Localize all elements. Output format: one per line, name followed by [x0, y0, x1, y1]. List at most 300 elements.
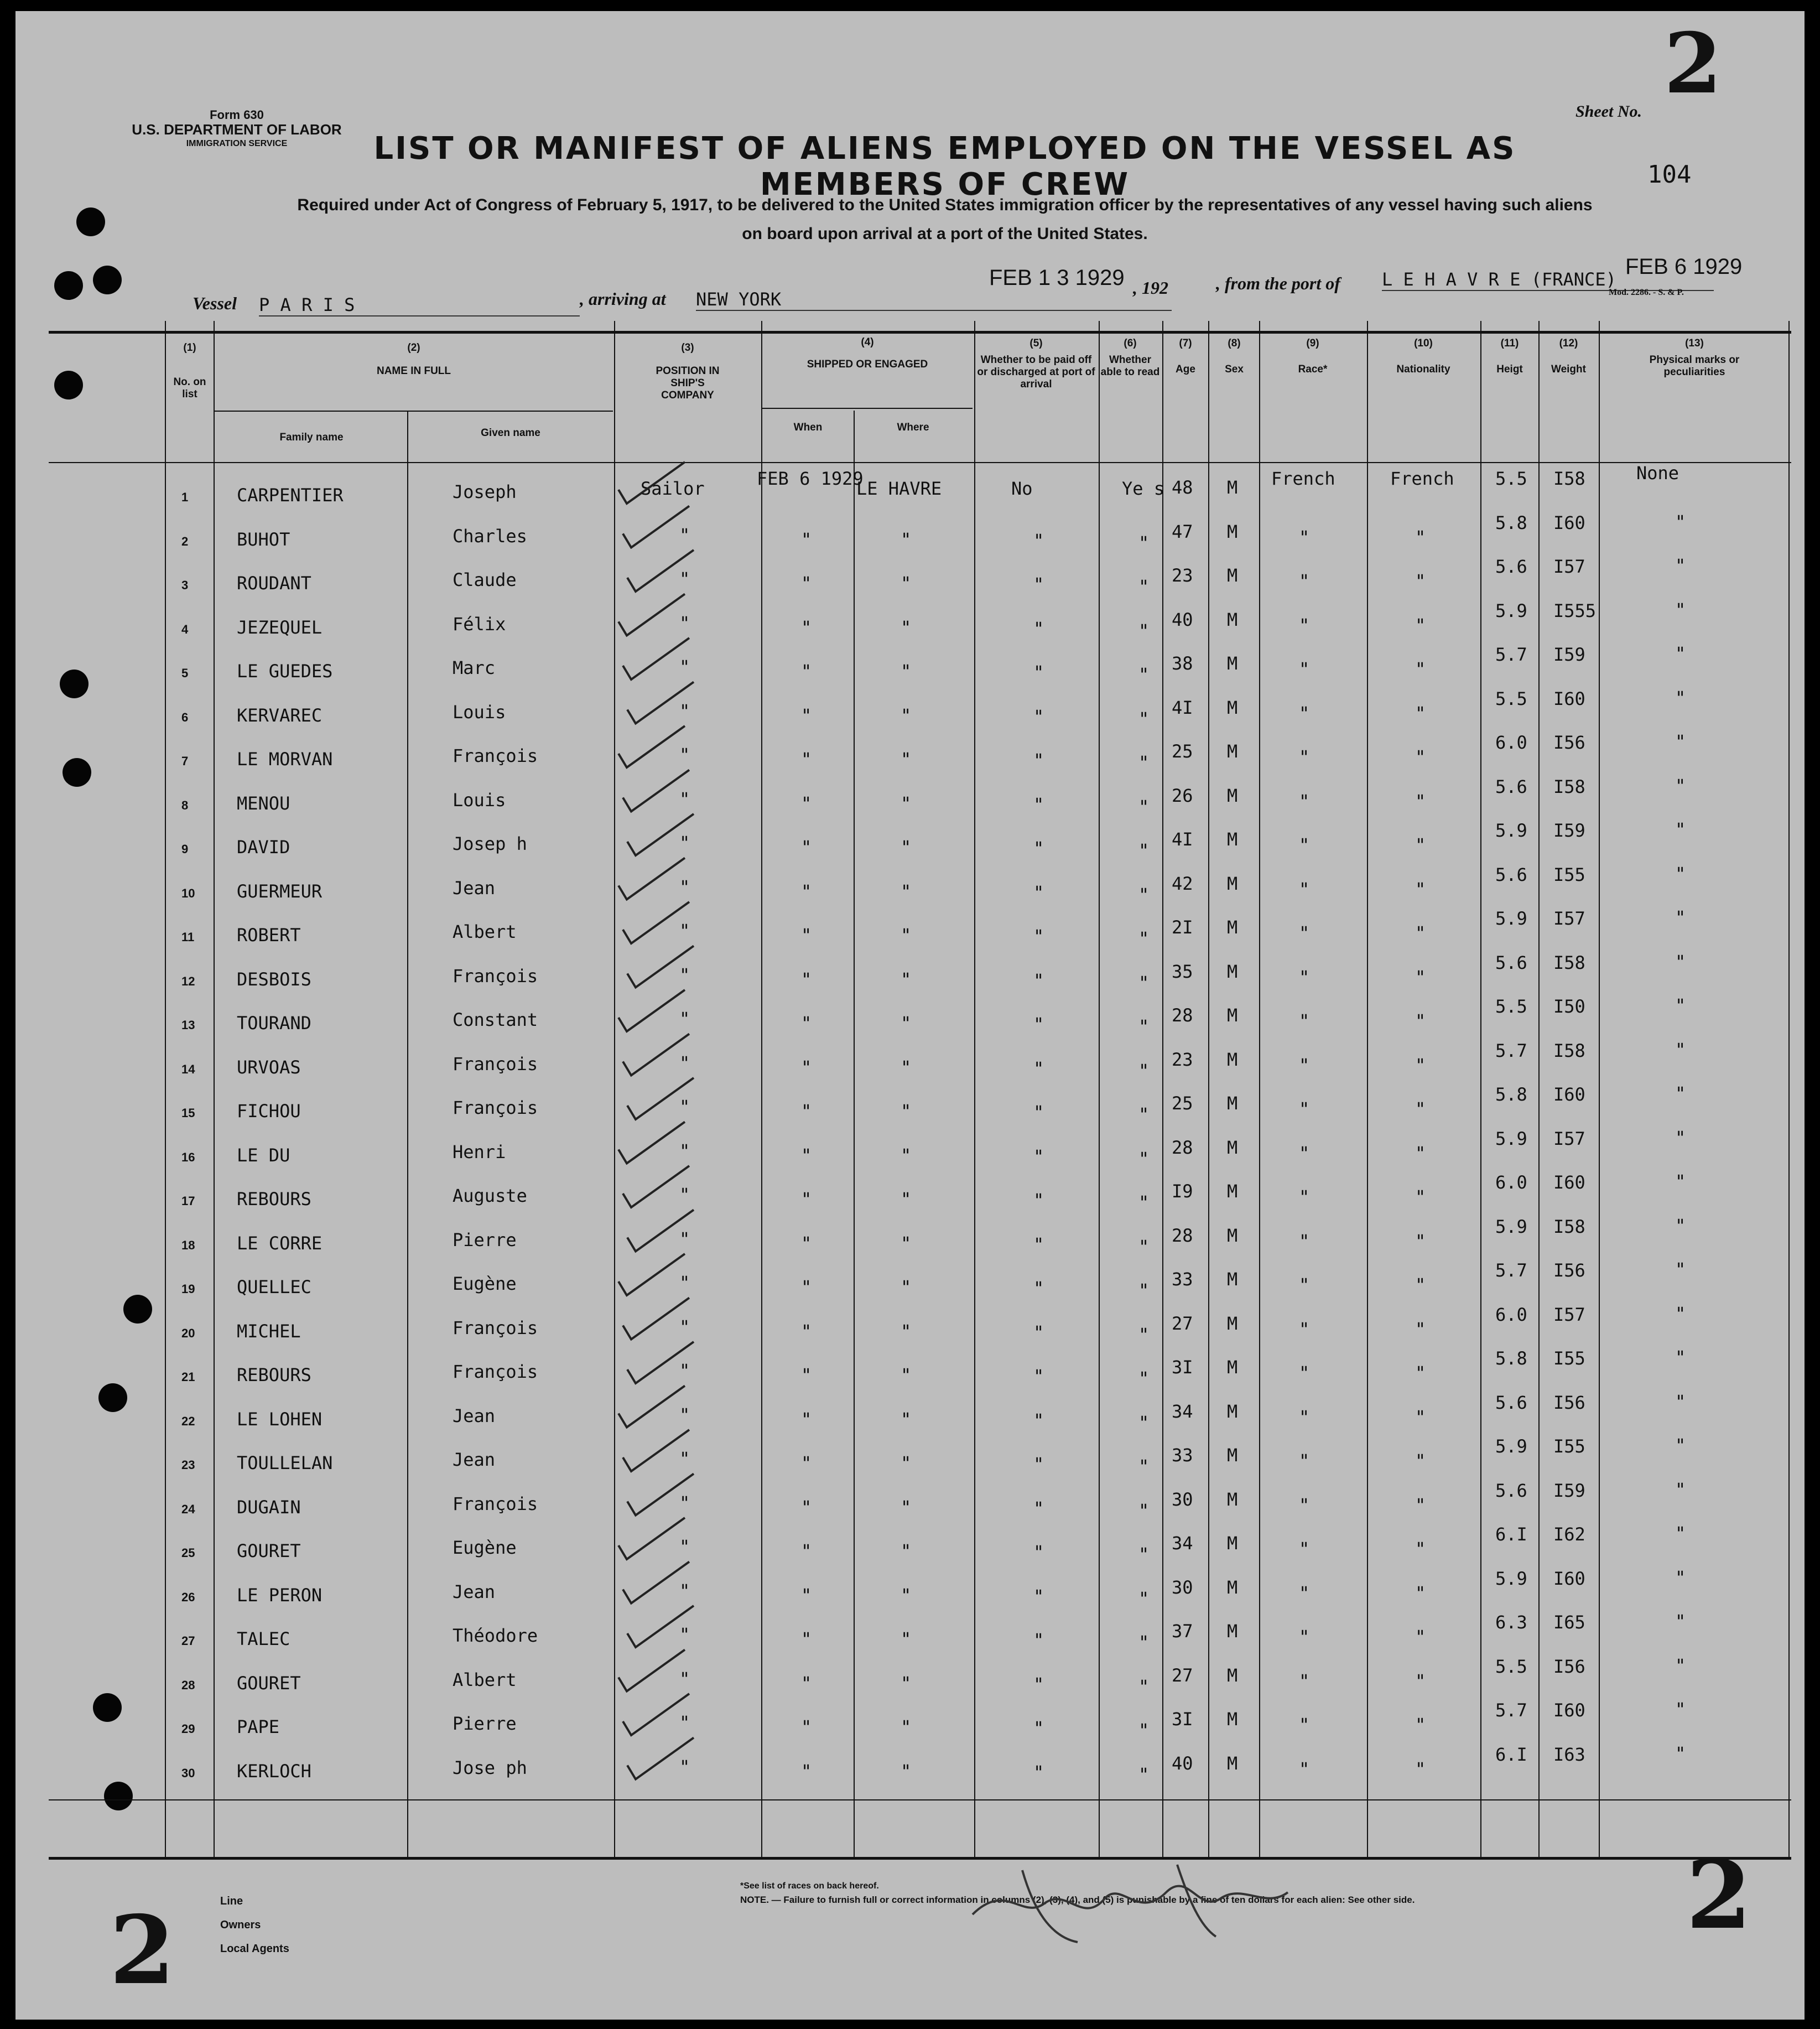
- height: 5.6: [1495, 1480, 1527, 1501]
- family-name: LE DU: [237, 1144, 290, 1166]
- ditto-mark-paid: ": [1033, 1409, 1044, 1431]
- ditto-mark-read: ": [1138, 1236, 1150, 1257]
- sheet-label: Sheet No.: [1575, 102, 1642, 121]
- family-name: JEZEQUEL: [237, 616, 323, 638]
- row-number: 28: [181, 1678, 195, 1692]
- ditto-mark-nat: ": [1415, 1230, 1426, 1252]
- ditto-mark-where: ": [901, 1496, 912, 1518]
- ditto-mark-read: ": [1138, 1104, 1150, 1125]
- row-number: 4: [181, 622, 189, 636]
- ditto-mark-read: ": [1138, 1763, 1150, 1785]
- ditto-mark-where: ": [901, 573, 912, 594]
- ditto-mark-where: ": [901, 792, 912, 814]
- ditto-mark-nat: ": [1415, 746, 1426, 767]
- sex: M: [1227, 961, 1238, 982]
- ditto-mark-pos: ": [679, 1668, 690, 1689]
- ditto-mark-read: ": [1138, 532, 1150, 553]
- age: 4I: [1172, 829, 1193, 850]
- ditto-mark-pos: ": [679, 1272, 690, 1293]
- check-mark: [623, 1166, 689, 1207]
- ditto-mark-nat: ": [1415, 526, 1426, 548]
- family-name: LE PERON: [237, 1584, 323, 1606]
- ditto-mark-pos: ": [679, 1360, 690, 1381]
- row-number: 1: [181, 490, 189, 504]
- age: 30: [1172, 1576, 1193, 1598]
- sex: M: [1227, 1709, 1238, 1730]
- mod-note: Mod. 2286. - S. & P.: [1609, 288, 1684, 297]
- check-mark: [618, 990, 685, 1031]
- col-age-label: Age: [1176, 364, 1195, 375]
- ditto-mark-paid: ": [1033, 1673, 1044, 1695]
- ditto-mark-pos: ": [679, 524, 690, 546]
- ditto-mark-marks: ": [1675, 1039, 1686, 1060]
- col-height-label: Heigt: [1496, 364, 1523, 375]
- ditto-mark-pos: ": [679, 920, 690, 941]
- ditto-mark-nat: ": [1415, 1670, 1426, 1691]
- ditto-mark-nat: ": [1415, 614, 1426, 636]
- ditto-mark-nat: ": [1415, 1362, 1426, 1383]
- ditto-mark-race: ": [1299, 1714, 1310, 1735]
- height: 6.I: [1495, 1524, 1527, 1545]
- nationality: French: [1390, 468, 1454, 489]
- ditto-mark-when: ": [801, 1584, 812, 1606]
- ditto-mark-marks: ": [1675, 1259, 1686, 1280]
- row-number: 5: [181, 666, 189, 680]
- ditto-mark-paid: ": [1033, 1190, 1044, 1211]
- ditto-mark-where: ": [901, 661, 912, 682]
- col-no-label: No. on list: [173, 376, 206, 400]
- ditto-mark-pos: ": [679, 1052, 690, 1073]
- ditto-mark-nat: ": [1415, 658, 1426, 679]
- department: U.S. DEPARTMENT OF LABOR: [132, 121, 342, 138]
- sex: M: [1227, 829, 1238, 850]
- ditto-mark-where: ": [901, 1672, 912, 1694]
- height: 5.5: [1495, 1656, 1527, 1677]
- check-mark: [623, 902, 689, 943]
- sex: M: [1227, 741, 1238, 762]
- row-number: 10: [181, 886, 195, 900]
- col-name-label: NAME IN FULL: [376, 365, 451, 377]
- ditto-mark-paid: ": [1033, 969, 1044, 991]
- family-name: GUERMEUR: [237, 880, 323, 902]
- ditto-mark-marks: ": [1675, 1083, 1686, 1104]
- service: IMMIGRATION SERVICE: [186, 139, 288, 148]
- from-port: L E H A V R E (FRANCE): [1382, 269, 1714, 291]
- ditto-mark-when: ": [801, 1540, 812, 1561]
- check-mark: [618, 462, 685, 504]
- weight: I58: [1553, 952, 1585, 973]
- col-read-num: (6): [1124, 338, 1137, 349]
- age: 48: [1172, 477, 1193, 498]
- col-race-label: Race*: [1298, 364, 1328, 375]
- weight: I59: [1553, 644, 1585, 665]
- age: 38: [1172, 653, 1193, 674]
- paid-off: No: [1011, 478, 1033, 499]
- row-number: 2: [181, 534, 189, 548]
- sex: M: [1227, 477, 1238, 498]
- weight: I56: [1553, 1656, 1585, 1677]
- ditto-mark-race: ": [1299, 570, 1310, 591]
- col-height-num: (11): [1500, 338, 1519, 349]
- age: 4I: [1172, 697, 1193, 718]
- family-name: MENOU: [237, 792, 290, 814]
- given-name: Josep h: [453, 833, 527, 854]
- given-name: Jean: [453, 1405, 496, 1426]
- ditto-mark-read: ": [1138, 1632, 1150, 1653]
- check-mark: [623, 1298, 689, 1340]
- ditto-mark-paid: ": [1033, 1542, 1044, 1563]
- height: 5.9: [1495, 1128, 1527, 1149]
- ditto-mark-marks: ": [1675, 1742, 1686, 1764]
- col-no-num: (1): [183, 342, 196, 354]
- check-mark: [623, 638, 689, 679]
- ditto-mark-where: ": [901, 925, 912, 946]
- ditto-mark-pos: ": [679, 1448, 690, 1469]
- col-marks-label: Physical marks or peculiarities: [1649, 354, 1740, 378]
- age: 33: [1172, 1445, 1193, 1466]
- weight: I60: [1553, 1172, 1585, 1193]
- age: 30: [1172, 1488, 1193, 1510]
- ditto-mark-when: ": [801, 792, 812, 814]
- ditto-mark-pos: ": [679, 832, 690, 853]
- ditto-mark-pos: ": [679, 1624, 690, 1645]
- sex: M: [1227, 1752, 1238, 1774]
- ditto-mark-paid: ": [1033, 793, 1044, 815]
- ditto-mark-paid: ": [1033, 705, 1044, 727]
- ditto-mark-where: ": [901, 1232, 912, 1254]
- ditto-mark-read: ": [1138, 796, 1150, 817]
- given-name: Eugène: [453, 1273, 517, 1294]
- height: 6.I: [1495, 1743, 1527, 1765]
- height: 5.9: [1495, 1216, 1527, 1237]
- ditto-mark-race: ": [1299, 1538, 1310, 1559]
- ditto-mark-when: ": [801, 1013, 812, 1034]
- col-weight-num: (12): [1559, 338, 1578, 349]
- ditto-mark-pos: ": [679, 1712, 690, 1733]
- height: 5.7: [1495, 1700, 1527, 1721]
- check-mark: [627, 550, 694, 591]
- weight: I55: [1553, 864, 1585, 885]
- sex: M: [1227, 609, 1238, 630]
- ditto-mark-marks: ": [1675, 643, 1686, 664]
- ditto-mark-when: ": [801, 968, 812, 990]
- col-shipped-num: (4): [861, 336, 874, 348]
- weight: I56: [1553, 1392, 1585, 1413]
- ditto-mark-nat: ": [1415, 834, 1426, 855]
- height: 5.5: [1495, 688, 1527, 709]
- age: 27: [1172, 1664, 1193, 1686]
- given-name: Constant: [453, 1009, 538, 1030]
- height: 6.3: [1495, 1612, 1527, 1633]
- form-number: Form 630: [210, 108, 264, 122]
- ditto-mark-paid: ": [1033, 838, 1044, 859]
- family-name: KERVAREC: [237, 704, 323, 726]
- sex: M: [1227, 1664, 1238, 1686]
- row-number: 17: [181, 1194, 195, 1208]
- sex: M: [1227, 1049, 1238, 1070]
- row-number: 7: [181, 754, 189, 768]
- ditto-mark-race: ": [1299, 1362, 1310, 1383]
- row-number: 29: [181, 1722, 195, 1736]
- sex: M: [1227, 653, 1238, 674]
- weight: I58: [1553, 468, 1585, 489]
- weight: I555: [1553, 600, 1597, 621]
- weight: I56: [1553, 1260, 1585, 1281]
- check-mark: [618, 1518, 685, 1559]
- row-number: 19: [181, 1282, 195, 1296]
- given-name: Pierre: [453, 1229, 517, 1250]
- ditto-mark-pos: ": [679, 1536, 690, 1557]
- height: 5.6: [1495, 1392, 1527, 1413]
- ditto-mark-race: ": [1299, 922, 1310, 943]
- given-name: Jean: [453, 1449, 496, 1470]
- given-name: Jean: [453, 877, 496, 899]
- departure-date-stamp: FEB 6 1929: [1625, 255, 1743, 279]
- ditto-mark-paid: ": [1033, 574, 1044, 595]
- ditto-mark-when: ": [801, 661, 812, 682]
- ditto-mark-pos: ": [679, 964, 690, 985]
- family-name: KERLOCH: [237, 1760, 311, 1782]
- arriving-label: , arriving at: [580, 289, 666, 309]
- age: 28: [1172, 1224, 1193, 1246]
- ditto-mark-nat: ": [1415, 1274, 1426, 1295]
- ditto-mark-when: ": [801, 704, 812, 726]
- given-name: Louis: [453, 701, 506, 723]
- row-number: 12: [181, 974, 195, 988]
- row-number: 8: [181, 798, 189, 812]
- age: 37: [1172, 1621, 1193, 1642]
- ditto-mark-race: ": [1299, 1582, 1310, 1604]
- age: 27: [1172, 1312, 1193, 1334]
- ditto-mark-paid: ": [1033, 1102, 1044, 1123]
- weight: I60: [1553, 512, 1585, 533]
- ditto-mark-nat: ": [1415, 570, 1426, 591]
- sex: M: [1227, 565, 1238, 586]
- row-number: 16: [181, 1150, 195, 1164]
- height: 5.6: [1495, 776, 1527, 797]
- height: 5.5: [1495, 996, 1527, 1017]
- ditto-mark-when: ": [801, 1144, 812, 1166]
- ditto-mark-race: ": [1299, 1230, 1310, 1252]
- height: 6.0: [1495, 1172, 1527, 1193]
- family-name: LE CORRE: [237, 1232, 323, 1254]
- ditto-mark-nat: ": [1415, 1494, 1426, 1516]
- family-name: DUGAIN: [237, 1496, 301, 1518]
- ditto-mark-nat: ": [1415, 1318, 1426, 1340]
- check-mark: [618, 726, 685, 767]
- ditto-mark-where: ": [901, 1101, 912, 1122]
- family-name: LE LOHEN: [237, 1408, 323, 1430]
- family-name: LE MORVAN: [237, 749, 333, 770]
- ditto-mark-paid: ": [1033, 1233, 1044, 1255]
- ditto-mark-marks: ": [1675, 907, 1686, 928]
- sex: M: [1227, 1400, 1238, 1422]
- check-mark: [618, 1386, 685, 1428]
- col-weight-label: Weight: [1551, 364, 1586, 375]
- ditto-mark-read: ": [1138, 1412, 1150, 1433]
- family-name: ROUDANT: [237, 573, 311, 594]
- ditto-mark-race: ": [1299, 834, 1310, 855]
- given-name: Claude: [453, 569, 517, 590]
- ditto-mark-marks: ": [1675, 1127, 1686, 1148]
- ditto-mark-nat: ": [1415, 1758, 1426, 1779]
- ditto-mark-marks: ": [1675, 687, 1686, 708]
- ditto-mark-pos: ": [679, 568, 690, 589]
- weight: I57: [1553, 1304, 1585, 1325]
- ditto-mark-race: ": [1299, 1626, 1310, 1647]
- sex: M: [1227, 1533, 1238, 1554]
- ditto-mark-read: ": [1138, 1324, 1150, 1345]
- sex: M: [1227, 1488, 1238, 1510]
- ditto-mark-pos: ": [679, 656, 690, 677]
- weight: I57: [1553, 556, 1585, 577]
- ditto-mark-nat: ": [1415, 1538, 1426, 1559]
- ditto-mark-marks: ": [1675, 1435, 1686, 1456]
- row-number: 20: [181, 1326, 195, 1340]
- ditto-mark-race: ": [1299, 658, 1310, 679]
- ditto-mark-where: ": [901, 1628, 912, 1649]
- ditto-mark-marks: ": [1675, 1390, 1686, 1412]
- ditto-mark-when: ": [801, 837, 812, 858]
- ditto-mark-marks: ": [1675, 1171, 1686, 1192]
- row-number: 30: [181, 1766, 195, 1780]
- sex: M: [1227, 785, 1238, 806]
- weight: I60: [1553, 688, 1585, 709]
- height: 5.8: [1495, 1084, 1527, 1105]
- given-name: Eugène: [453, 1537, 517, 1558]
- position: Sailor: [641, 478, 705, 499]
- sex: M: [1227, 1312, 1238, 1334]
- document-title: LIST OR MANIFEST OF ALIENS EMPLOYED ON THE VESSEL AS MEMBERS OF CREW: [373, 131, 1516, 203]
- ditto-mark-where: ": [901, 837, 912, 858]
- ditto-mark-pos: ": [679, 1316, 690, 1337]
- check-mark: [627, 1078, 694, 1119]
- check-mark: [627, 1474, 694, 1516]
- family-name: TOULLELAN: [237, 1452, 333, 1473]
- ditto-mark-where: ": [901, 1056, 912, 1078]
- family-name: REBOURS: [237, 1189, 311, 1210]
- ditto-mark-where: ": [901, 1452, 912, 1473]
- ditto-mark-when: ": [801, 1672, 812, 1694]
- ditto-mark-where: ": [901, 1584, 912, 1606]
- ditto-mark-paid: ": [1033, 1366, 1044, 1387]
- ditto-mark-pos: ": [679, 1140, 690, 1161]
- age: 40: [1172, 609, 1193, 630]
- ditto-mark-nat: ": [1415, 1406, 1426, 1428]
- check-mark: [623, 1034, 689, 1076]
- ditto-mark-marks: ": [1675, 951, 1686, 972]
- ditto-mark-read: ": [1138, 840, 1150, 861]
- ditto-mark-pos: ": [679, 1096, 690, 1117]
- age: 3I: [1172, 1357, 1193, 1378]
- ditto-mark-marks: ": [1675, 1215, 1686, 1236]
- family-name: GOURET: [237, 1540, 301, 1561]
- ditto-mark-nat: ": [1415, 1186, 1426, 1207]
- family-name: FICHOU: [237, 1101, 301, 1122]
- ditto-mark-read: ": [1138, 972, 1150, 993]
- ditto-mark-marks: ": [1675, 1654, 1686, 1676]
- ditto-mark-where: ": [901, 749, 912, 770]
- weight: I50: [1553, 996, 1585, 1017]
- subtitle-line-1: Required under Act of Congress of February 5, 1917, to be delivered to the United States immigration officer by the representatives of any vessel having such aliens: [297, 196, 1593, 214]
- family-name: REBOURS: [237, 1364, 311, 1385]
- sex: M: [1227, 1357, 1238, 1378]
- ditto-mark-read: ": [1138, 1720, 1150, 1741]
- height: 5.7: [1495, 1040, 1527, 1061]
- ditto-mark-where: ": [901, 1364, 912, 1385]
- weight: I57: [1553, 1128, 1585, 1149]
- ditto-mark-read: ": [1138, 1192, 1150, 1213]
- ditto-mark-race: ": [1299, 1494, 1310, 1516]
- penalty-note: NOTE. — Failure to furnish full or correct information in columns (2), (3), (4), and (5) is punishable by a fine of ten dollars for each alien: See other side.: [740, 1895, 1415, 1905]
- vessel-name: P A R I S: [259, 294, 580, 316]
- ditto-mark-marks: ": [1675, 1302, 1686, 1324]
- ditto-mark-read: ": [1138, 1280, 1150, 1301]
- col-nationality-label: Nationality: [1396, 364, 1450, 375]
- weight: I63: [1553, 1743, 1585, 1765]
- ditto-mark-paid: ": [1033, 1014, 1044, 1035]
- height: 5.9: [1495, 1568, 1527, 1589]
- ditto-mark-race: ": [1299, 1186, 1310, 1207]
- height: 5.7: [1495, 1260, 1527, 1281]
- ditto-mark-paid: ": [1033, 1585, 1044, 1607]
- ditto-mark-when: ": [801, 1276, 812, 1298]
- footer-owners-label: Owners: [220, 1919, 261, 1931]
- ditto-mark-marks: ": [1675, 819, 1686, 840]
- ditto-mark-pos: ": [679, 612, 690, 634]
- ditto-mark-race: ": [1299, 614, 1310, 636]
- row-number: 24: [181, 1502, 195, 1516]
- ditto-mark-pos: ": [679, 700, 690, 722]
- family-name: ROBERT: [237, 925, 301, 946]
- check-mark: [627, 1738, 694, 1779]
- sex: M: [1227, 1576, 1238, 1598]
- row-number: 18: [181, 1238, 195, 1252]
- weight: I58: [1553, 1216, 1585, 1237]
- col-when-header: When: [793, 422, 823, 433]
- ditto-mark-nat: ": [1415, 878, 1426, 900]
- given-name: Félix: [453, 613, 506, 635]
- check-mark: [618, 1650, 685, 1691]
- ditto-mark-paid: ": [1033, 1321, 1044, 1343]
- ditto-mark-pos: ": [679, 744, 690, 765]
- ditto-mark-when: ": [801, 1320, 812, 1342]
- ditto-mark-paid: ": [1033, 1278, 1044, 1299]
- check-marks: [15, 11, 1805, 2020]
- ditto-mark-pos: ": [679, 1756, 690, 1777]
- weight: I60: [1553, 1084, 1585, 1105]
- family-name: LE GUEDES: [237, 661, 333, 682]
- ditto-mark-race: ": [1299, 746, 1310, 767]
- ditto-mark-nat: ": [1415, 1714, 1426, 1735]
- ditto-mark-pos: ": [679, 1404, 690, 1425]
- physical-marks: None: [1636, 463, 1679, 484]
- sex: M: [1227, 521, 1238, 542]
- age: 40: [1172, 1752, 1193, 1774]
- ditto-mark-where: ": [901, 1013, 912, 1034]
- sex: M: [1227, 1137, 1238, 1158]
- ditto-mark-paid: ": [1033, 881, 1044, 903]
- ditto-mark-paid: ": [1033, 1497, 1044, 1519]
- ditto-mark-marks: ": [1675, 863, 1686, 884]
- height: 5.5: [1495, 468, 1527, 489]
- ditto-mark-race: ": [1299, 1318, 1310, 1340]
- weight: I57: [1553, 908, 1585, 929]
- given-name: Louis: [453, 789, 506, 811]
- handwritten-signature: [956, 1831, 1343, 1953]
- sex: M: [1227, 873, 1238, 894]
- row-number: 9: [181, 842, 189, 856]
